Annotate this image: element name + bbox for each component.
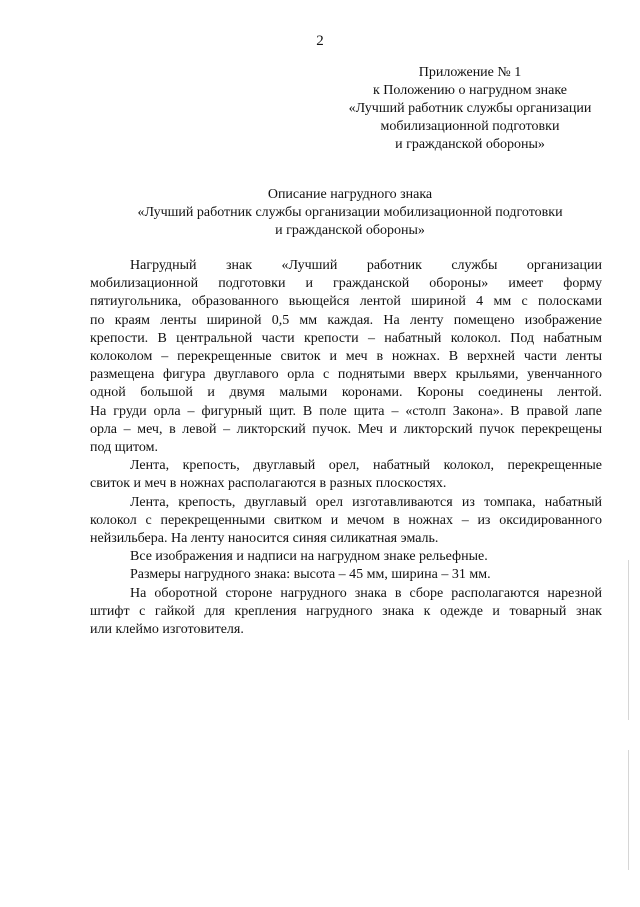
- text-line: свиток и меч в ножнах располагаются в разных плоскостях.: [90, 476, 447, 492]
- appendix-line: к Положению о нагрудном знаке: [372, 83, 567, 98]
- text-line: Все изображения и надписи на нагрудном знаке рельефные.: [130, 549, 488, 565]
- heading-line: и гражданской обороны»: [275, 223, 425, 238]
- paragraph: [90, 566, 602, 584]
- text-line: одной большой и двумя малыми коронами. Короны соединены лентой.: [90, 385, 602, 401]
- appendix-line: мобилизационной подготовки: [380, 119, 560, 134]
- paragraph: [90, 548, 602, 566]
- text-line: или клеймо изготовителя.: [90, 622, 244, 638]
- text-line: мобилизационной подготовки и гражданской обороны» имеет форму: [90, 276, 602, 292]
- text-line: под щитом.: [90, 440, 159, 456]
- text-line: Лента, крепость, двуглавый орел изготавливаются из томпака, набатный: [130, 494, 602, 510]
- text-line: Размеры нагрудного знака: высота – 45 мм, ширина – 31 мм.: [130, 567, 491, 583]
- heading-line: Описание нагрудного знака: [267, 187, 433, 202]
- text-line: по краям ленты шириной 0,5 мм каждая. На ленту помещено изображение: [90, 312, 602, 328]
- paragraph: [90, 494, 602, 549]
- appendix-line: и гражданской обороны»: [395, 137, 545, 152]
- scan-artifact: [628, 750, 629, 870]
- text-line: штифт с гайкой для крепления нагрудного знака к одежде и товарный знак: [90, 603, 602, 619]
- appendix-line: «Лучший работник службы организации: [348, 101, 592, 116]
- text-line: Лента, крепость, двуглавый орел, набатный колокол, перекрещенные: [130, 458, 602, 474]
- text-line: Нагрудный знак «Лучший работник службы организации: [130, 258, 602, 273]
- heading-line: «Лучший работник службы организации мобилизационной подготовки: [137, 205, 563, 220]
- paragraph: [90, 257, 602, 457]
- text-line: На оборотной стороне нагрудного знака в сборе располагаются нарезной: [130, 585, 602, 601]
- text-line: пятиугольника, образованного вьющейся лентой шириной 4 мм с полосками: [90, 294, 602, 310]
- paragraph: [90, 585, 602, 640]
- scan-artifact: [628, 560, 629, 720]
- description-body: [90, 257, 602, 639]
- text-line: На груди орла – фигурный щит. В поле щита – «столп Закона». В правой лапе: [90, 403, 602, 419]
- text-line: размещена фигура двуглавого орла с поднятыми вверх крыльями, увенчанного: [90, 367, 602, 383]
- appendix-line: Приложение № 1: [418, 65, 522, 80]
- text-line: орла – меч, в левой – ликторский пучок. Меч и ликторский пучок перекрещены: [90, 421, 602, 437]
- page-number: 2: [316, 33, 324, 49]
- paragraph: [90, 457, 602, 493]
- appendix-header: [330, 64, 610, 154]
- text-line: нейзильбера. На ленту наносится синяя силикатная эмаль.: [90, 531, 439, 547]
- text-line: крепости. В центральной части крепости – набатный колокол. Под набатным: [90, 330, 602, 346]
- text-line: колоколом – перекрещенные свиток и меч в ножнах. В верхней части ленты: [90, 349, 602, 365]
- text-line: колокол с перекрещенными свитком и мечом в ножнах – из оксидированного: [90, 512, 602, 528]
- description-heading: [80, 186, 620, 240]
